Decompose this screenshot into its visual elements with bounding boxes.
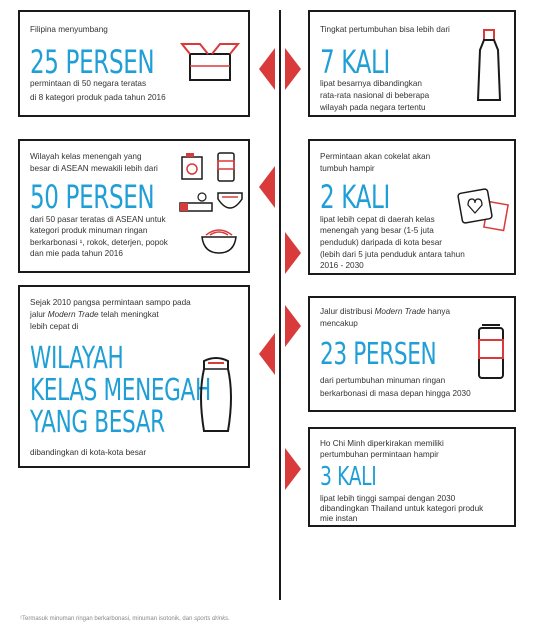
noodle-bowl-icon [200,225,238,255]
card-post-text: dibandingkan di kota-kota besar [30,448,147,457]
can-icon [216,149,236,183]
cigarette-icon [178,189,214,219]
stat-card-25-persen [18,10,250,117]
card-post-text-1: lipat besarnya dibandingkan [320,79,422,88]
chocolate-box-icon [458,185,510,237]
card-post-text-2: rata-rata nasional di beberapa [320,91,430,100]
card-pre-text-2: pertumbuhan permintaan hampir [320,450,439,459]
card-post-text-1: dari 50 pasar teratas di ASEAN untuk [30,215,166,224]
arrow-left-2 [259,166,275,208]
arrow-left-1 [259,48,275,90]
card-post-text-1: dari pertumbuhan minuman ringan [320,376,446,385]
card-headline: 3 KALI [320,462,377,492]
card-pre-text-1: Ho Chi Minh diperkirakan memiliki [320,439,444,448]
card-pre-text-2: tumbuh hampir [320,164,375,173]
card-headline: 25 PERSEN [30,43,155,81]
open-box-icon [180,40,240,82]
card-pre-text-1: Jalur distribusi Modern Trade hanya [320,307,451,316]
card-pre-text-2: jalur Modern Trade telah meningkat [30,310,159,319]
timeline-line [279,10,281,600]
card-headline: 2 KALI [320,178,390,216]
card-pre-text-3: lebih cepat di [30,322,79,331]
card-post-text-3: wilayah pada negara tertentu [320,103,426,112]
stat-card-7-kali [308,10,516,117]
arrow-left-3 [259,333,275,375]
arrow-right-3 [285,305,301,347]
card-pre-text-1: Sejak 2010 pangsa permintaan sampo pada [30,298,191,307]
arrow-right-2 [285,232,301,274]
card-post-text-2: kategori produk minuman ringan [30,226,148,235]
card-post-text-4: (lebih dari 5 juta penduduk antara tahun [320,250,465,259]
card-post-text-1: lipat lebih cepat di daerah kelas [320,215,435,224]
bleach-bottle-icon [474,26,504,106]
card-post-text-5: 2016 - 2030 [320,261,364,270]
card-headline-1: WILAYAH [30,341,124,376]
card-post-text-3: penduduk) daripada di kota besar [320,238,442,247]
card-pre-text: Filipina menyumbang [30,25,108,34]
stat-card-23-persen [308,296,516,412]
card-post-text-1: permintaan di 50 negara teratas [30,79,147,88]
card-pre-text-1: Permintaan akan cokelat akan [320,152,431,161]
card-pre-text: Tingkat pertumbuhan bisa lebih dari [320,25,450,34]
card-headline-2: KELAS MENEGAH [30,373,211,408]
stat-card-2-kali [308,139,516,275]
card-post-text-4: dan mie pada tahun 2016 [30,249,123,258]
card-headline: 7 KALI [320,43,390,81]
card-post-text-3: mie instan [320,514,358,523]
card-pre-text-1: Wilayah kelas menengah yang [30,152,142,161]
card-post-text-2: dibandingkan Thailand untuk kategori produk [320,504,484,513]
soda-can-icon [476,322,506,382]
diaper-icon [216,189,244,215]
stat-card-3-kali [308,427,516,527]
card-post-text-2: di 8 kategori produk pada tahun 2016 [30,93,166,102]
card-post-text-2: menengah yang besar (1-5 juta [320,226,434,235]
card-pre-text-2: mencakup [320,319,358,328]
stat-card-50-persen [18,139,250,273]
card-post-text-1: lipat lebih tinggi sampai dengan 2030 [320,494,456,503]
detergent-icon [180,151,204,181]
card-post-text-2: berkarbonasi di masa depan hingga 2030 [320,389,471,398]
shampoo-bottle-icon [196,355,236,439]
card-headline-3: YANG BESAR [30,405,165,440]
arrow-right-4 [285,448,301,490]
card-headline: 50 PERSEN [30,178,155,216]
stat-card-wilayah [18,285,250,468]
card-headline: 23 PERSEN [320,337,437,372]
arrow-right-1 [285,48,301,90]
card-pre-text-2: besar di ASEAN mewakili lebih dari [30,164,158,173]
footnote: ¹Termasuk minuman ringan berkarbonasi, minuman isotonik, dan sports drinks. [20,616,230,622]
card-post-text-3: berkarbonasi ¹, rokok, deterjen, popok [30,238,168,247]
